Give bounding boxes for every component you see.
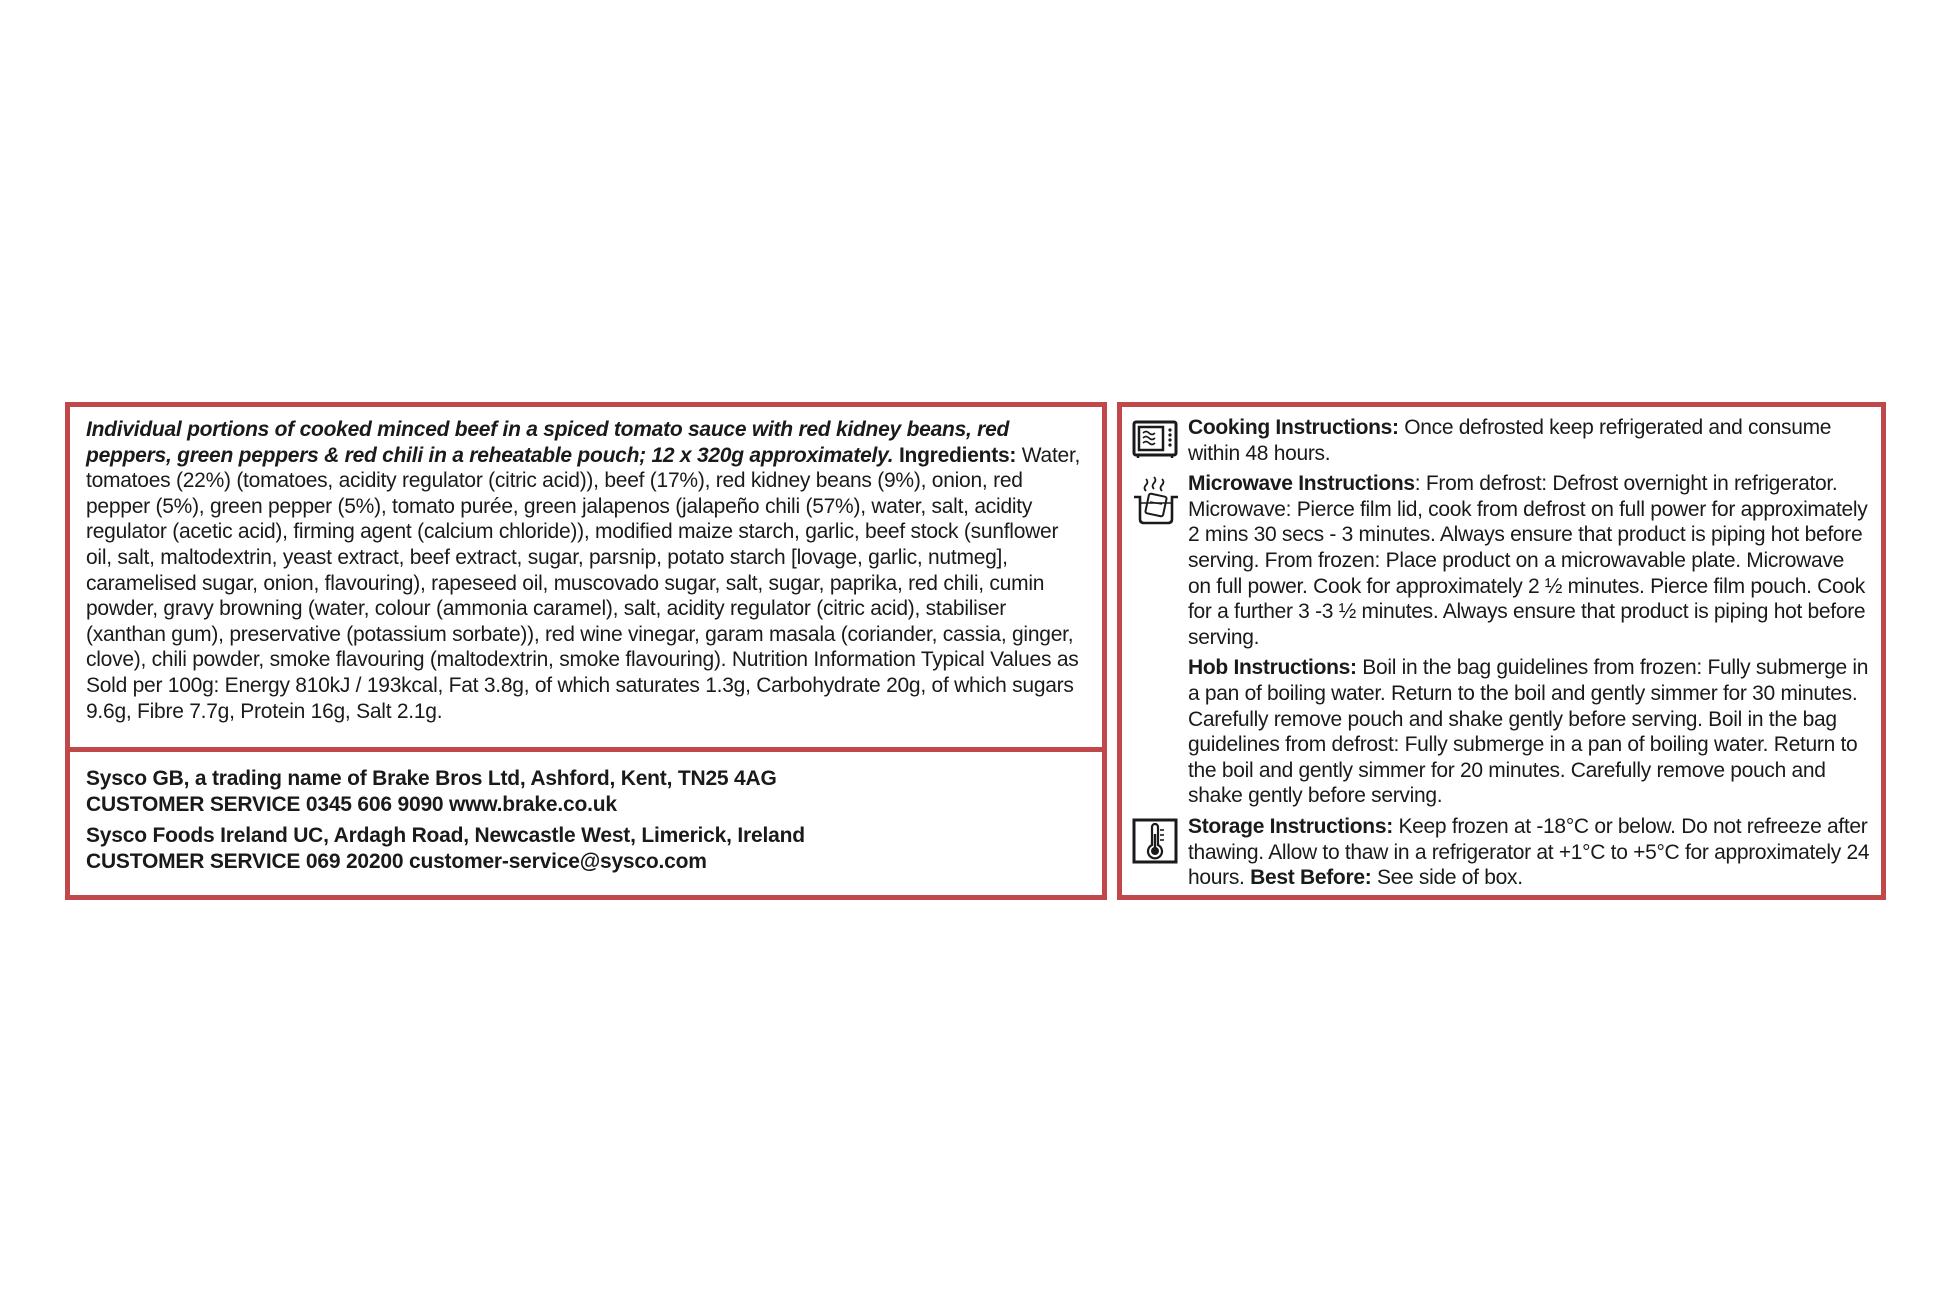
storage-instructions: [1132, 814, 1871, 891]
ie-customer-service: CUSTOMER SERVICE 069 20200 customer-service@sysco.com: [86, 850, 707, 873]
company-panel: [65, 747, 1107, 900]
ingredients-panel: [65, 402, 1107, 752]
cooking-text: Once defrosted keep refrigerated and consume within 48 hours.: [1188, 416, 1832, 465]
ie-address: Sysco Foods Ireland UC, Ardagh Road, Newcastle West, Limerick, Ireland: [86, 824, 805, 847]
ingredients-heading: Ingredients:: [898, 443, 1017, 467]
microwave-paragraph: [1188, 471, 1871, 650]
hob-title: Hob Instructions:: [1188, 656, 1357, 680]
gb-customer-service: CUSTOMER SERVICE 0345 606 9090 www.brake.co.uk: [86, 793, 617, 816]
ingredients-block: [86, 417, 1088, 724]
company-gb: [86, 766, 1088, 818]
cooking-title: Cooking Instructions:: [1188, 416, 1399, 439]
hob-text: Boil in the bag guidelines from frozen: Fully submerge in a pan of boiling water. Return to the boil and gently simmer for 30 minutes. Carefully remove pouch and shake gently before serving. Boil in the bag guidelines from defrost: Fully submerge in a pan of boiling water. Return to the boil and gently simmer for 20 minutes. Carefully remove pouch and shake gently before serving.: [1188, 656, 1869, 808]
thermometer-icon: [1132, 818, 1178, 864]
product-description: Individual portions of cooked minced beef in a spiced tomato sauce with red kidney beans, red peppers, green peppers & red chili in a reheatable pouch; 12 x 320g approximately.: [86, 418, 1010, 467]
microwave-oven-icon: [1132, 419, 1178, 459]
best-before-text: See side of box.: [1376, 866, 1523, 890]
storage-text: Keep frozen at -18°C or below. Do not refreeze after thawing. Allow to thaw in a refrigerator at +1°C to +5°C for approximately 24 hours.: [1188, 814, 1870, 890]
ingredients-text: Water, tomatoes (22%) (tomatoes, acidity regulator (citric acid)), beef (17%), red kidney beans (9%), onion, red pepper (5%), green pepper (5%), tomato purée, green jalapenos (jalapeño chili (57%), water, salt, acidity regulator (acetic acid), firming agent (calcium chloride)), modified maize starch, garlic, beef stock (sunflower oil, salt, maltodextrin, yeast extract, beef extract, sugar, parsnip, potato starch [lovage, garlic, nutmeg], caramelised sugar, onion, flavouring), rapeseed oil, muscovado sugar, salt, sugar, paprika, red chili, cumin powder, gravy browning (water, colour (ammonia caramel), salt, acidity regulator (citric acid), stabiliser (xanthan gum), preservative (potassium sorbate)), red wine vinegar, garam masala (coriander, cassia, ginger, clove), chili powder, smoke flavouring (maltodextrin, smoke flavouring). Nutrition Information Typical Values as Sold per 100g: Energy 810kJ / 193kcal, Fat 3.8g, of which saturates 1.3g, Carbohydrate 20g, of which sugars 9.6g, Fibre 7.7g, Protein 16g, Salt 2.1g.: [86, 443, 1081, 723]
hob-paragraph: [1188, 655, 1871, 809]
instructions-panel: [1117, 402, 1886, 900]
microwave-text: : From defrost: Defrost overnight in refrigerator. Microwave: Pierce film lid, cook from defrost on full power for approximately 2 mins 30 secs - 3 minutes. Always ensure that product is piping hot before serving. From frozen: Place product on a microwavable plate. Microwave on full power. Cook for approximately 2 ½ minutes. Pierce film pouch. Cook for a further 3 -3 ½ minutes. Always ensure that product is piping hot before serving.: [1188, 472, 1868, 649]
cooking-instructions: [1132, 415, 1871, 466]
gb-address: Sysco GB, a trading name of Brake Bros Ltd, Ashford, Kent, TN25 4AG: [86, 767, 777, 790]
pouch-in-pan-icon: [1132, 475, 1180, 527]
microwave-instructions: [1132, 471, 1871, 809]
company-info: [86, 766, 1088, 875]
microwave-title: Microwave Instructions: [1188, 472, 1415, 496]
storage-title: Storage Instructions:: [1188, 814, 1393, 838]
company-ie: [86, 823, 1088, 875]
best-before-label: Best Before:: [1250, 866, 1372, 890]
